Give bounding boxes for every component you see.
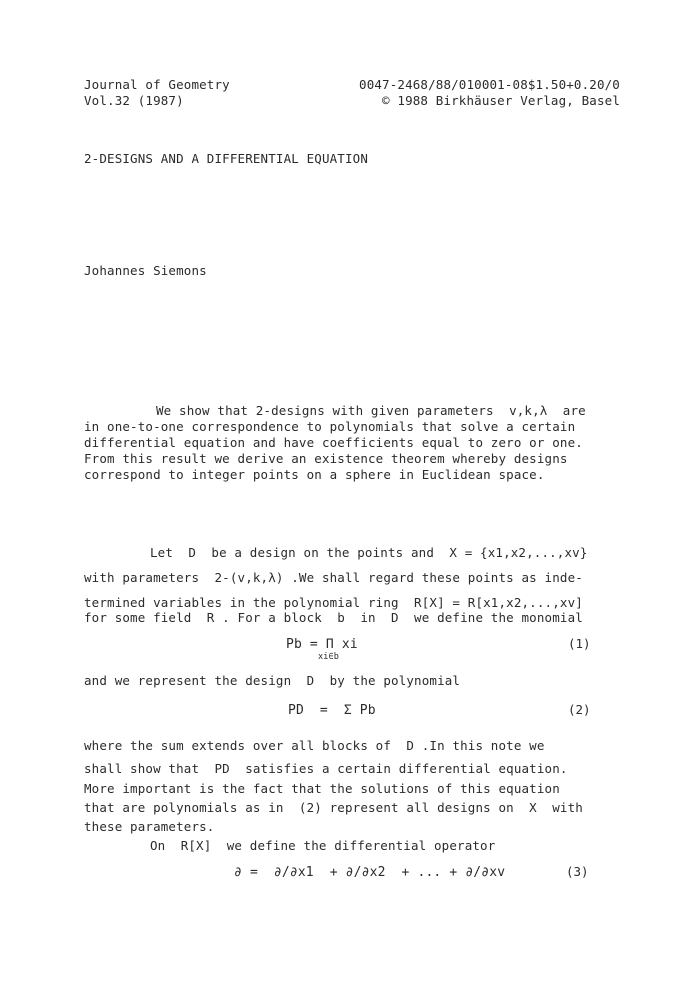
equation-2: PD = Σ Pb (288, 703, 376, 718)
equation-2-number: (2) (568, 702, 591, 717)
body-line: More important is the fact that the solutions of this equation (84, 781, 560, 796)
body-line: these parameters. (84, 819, 215, 834)
abstract-line: From this result we derive an existence theorem whereby designs (84, 451, 568, 466)
body-line: where the sum extends over all blocks of D .In this note we (84, 738, 545, 753)
abstract-line: in one-to-one correspondence to polynomials that solve a certain (84, 419, 576, 434)
equation-3-number: (3) (566, 864, 589, 879)
body-line: with parameters 2-(v,k,λ) .We shall regard these points as inde- (84, 570, 583, 585)
body-line: that are polynomials as in (2) represent all designs on X with (84, 800, 583, 815)
abstract-line: differential equation and have coefficients equal to zero or one. (84, 435, 583, 450)
issn-code: 0047-2468/88/010001-08$1.50+0.20/0 (359, 77, 620, 92)
body-line: for some field R . For a block b in D we define the monomial (84, 610, 583, 625)
paper-title: 2-DESIGNS AND A DIFFERENTIAL EQUATION (84, 151, 368, 166)
body-line: shall show that PD satisfies a certain differential equation. (84, 761, 568, 776)
body-line: On R[X] we define the differential operator (150, 838, 496, 853)
body-line: termined variables in the polynomial ring R[X] = R[x1,x2,...,xv] (84, 595, 583, 610)
author-name: Johannes Siemons (84, 263, 207, 278)
copyright-notice: © 1988 Birkhäuser Verlag, Basel (382, 93, 620, 108)
equation-1: Pb = Π xi (286, 637, 358, 652)
equation-1-subscript: xi∈b (318, 652, 340, 662)
equation-3: ∂ = ∂/∂x1 + ∂/∂x2 + ... + ∂/∂xv (234, 865, 506, 880)
abstract-line: correspond to integer points on a sphere in Euclidean space. (84, 467, 545, 482)
abstract-line: We show that 2-designs with given parameters v,k,λ are (156, 403, 586, 418)
journal-volume: Vol.32 (1987) (84, 93, 184, 108)
body-line: Let D be a design on the points and X = {x1,x2,...,xv} (150, 545, 588, 560)
body-line: and we represent the design D by the polynomial (84, 673, 461, 688)
equation-1-number: (1) (568, 636, 591, 651)
journal-name: Journal of Geometry (84, 77, 230, 92)
